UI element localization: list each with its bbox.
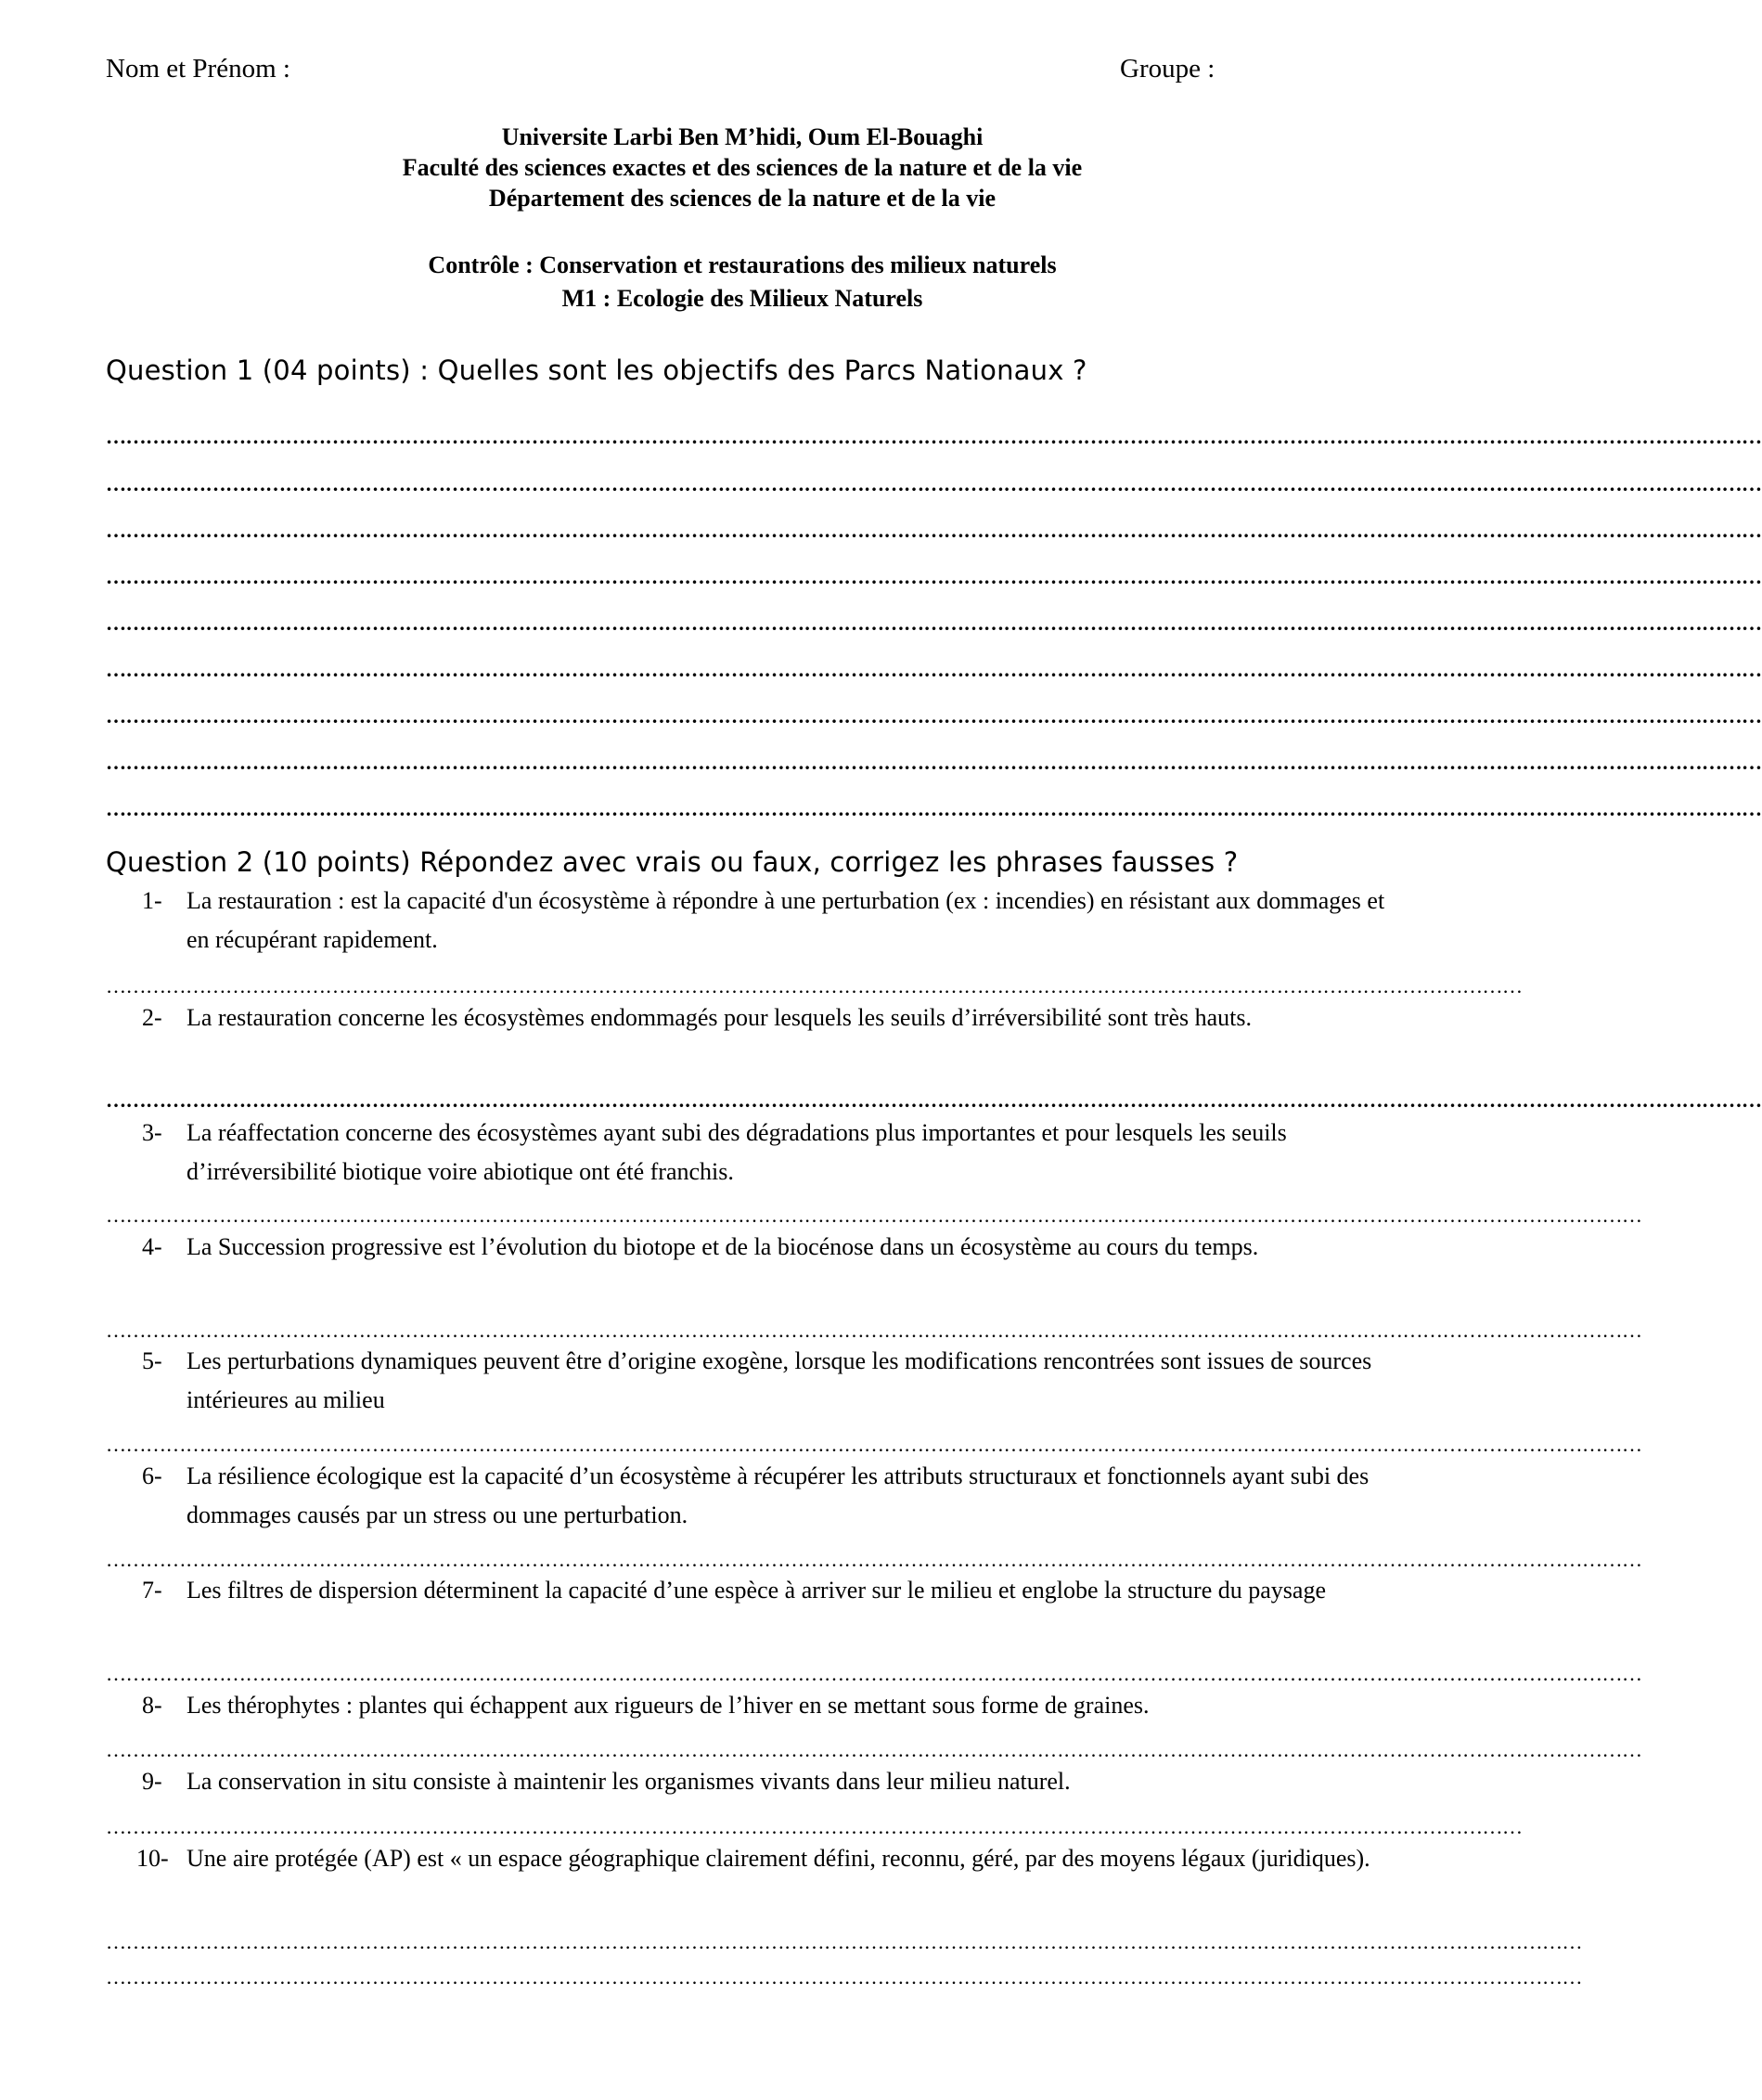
answer-line: …………………………………………………………………………………………………………………………………………………………………………………………………………… bbox=[106, 1548, 1642, 1571]
statement-item bbox=[142, 1342, 1404, 1420]
statement-item bbox=[142, 998, 1404, 1037]
answer-line: …………………………………………………………………………………………………………………………………………………………………………………………………………………………… bbox=[106, 751, 1762, 774]
question-2-title: Question 2 (10 points) Répondez avec vrais ou faux, corrigez les phrases fausses ? bbox=[106, 846, 1239, 878]
statement-number: 2- bbox=[142, 1004, 162, 1031]
answer-line: …………………………………………………………………………………………………………………………………………………………………………………………… bbox=[106, 1815, 1523, 1838]
name-field-label: Nom et Prénom : bbox=[106, 54, 290, 84]
answer-line: …………………………………………………………………………………………………………………………………………………………………………………………………………… bbox=[106, 1319, 1642, 1342]
answer-line: …………………………………………………………………………………………………………………………………………………………………………………………………………………………… bbox=[106, 472, 1762, 496]
exam-title: Contrôle : Conservation et restaurations des milieux naturels bbox=[428, 251, 1057, 278]
answer-line: …………………………………………………………………………………………………………………………………………………………………………………………………………… bbox=[106, 1433, 1642, 1456]
statement-text: Les thérophytes : plantes qui échappent aux rigueurs de l’hiver en se mettant sous forme de graines. bbox=[186, 1692, 1150, 1719]
faculty-name: Faculté des sciences exactes et des sciences de la nature et de la vie bbox=[402, 154, 1083, 181]
answer-line: …………………………………………………………………………………………………………………………………………………………………………………………………………… bbox=[106, 1738, 1642, 1761]
statement-item bbox=[142, 1571, 1404, 1610]
group-field-label: Groupe : bbox=[1120, 54, 1215, 84]
question-1-title: Question 1 (04 points) : Quelles sont les objectifs des Parcs Nationaux ? bbox=[106, 354, 1087, 386]
answer-line: …………………………………………………………………………………………………………………………………………………………………………………………………………… bbox=[106, 1662, 1642, 1685]
statement-item bbox=[142, 1762, 1404, 1801]
statement-number: 7- bbox=[142, 1577, 162, 1604]
answer-line: …………………………………………………………………………………………………………………………………………………………………………………………………… bbox=[106, 1930, 1582, 1953]
answer-line: …………………………………………………………………………………………………………………………………………………………………………………………………………………………… bbox=[106, 797, 1762, 820]
statement-item bbox=[142, 1228, 1404, 1267]
statement-text: La Succession progressive est l’évolution du biotope et de la biocénose dans un écosystème au cours du temps. bbox=[186, 1233, 1259, 1260]
statement-text: La conservation in situ consiste à maintenir les organismes vivants dans leur milieu naturel. bbox=[186, 1768, 1071, 1795]
statement-item bbox=[142, 1457, 1404, 1535]
answer-line: …………………………………………………………………………………………………………………………………………………………………………………………… bbox=[106, 974, 1523, 998]
statement-text: Une aire protégée (AP) est « un espace géographique clairement défini, reconnu, géré, par des moyens légaux (juridiques). bbox=[186, 1845, 1370, 1872]
statement-text: Les filtres de dispersion déterminent la capacité d’une espèce à arriver sur le milieu et englobe la structure du paysage bbox=[186, 1577, 1326, 1604]
statement-text: La restauration concerne les écosystèmes endommagés pour lesquels les seuils d’irréversibilité sont très hauts. bbox=[186, 1004, 1252, 1031]
answer-line: …………………………………………………………………………………………………………………………………………………………………………………………………………………………… bbox=[106, 519, 1762, 542]
statement-item bbox=[136, 1839, 1404, 1878]
statement-text: Les perturbations dynamiques peuvent être d’origine exogène, lorsque les modifications rencontrées sont issues de sources intérieures au milieu bbox=[186, 1347, 1372, 1413]
statement-number: 5- bbox=[142, 1347, 162, 1374]
statement-number: 1- bbox=[142, 887, 162, 914]
answer-line: …………………………………………………………………………………………………………………………………………………………………………………………………………………………… bbox=[106, 658, 1762, 681]
statement-number: 10- bbox=[136, 1845, 169, 1872]
statement-text: La restauration : est la capacité d'un écosystème à répondre à une perturbation (ex : incendies) en résistant aux dommages et en récupérant rapidement. bbox=[186, 887, 1385, 953]
answer-line: …………………………………………………………………………………………………………………………………………………………………………………………………………… bbox=[106, 1204, 1642, 1227]
answer-line: …………………………………………………………………………………………………………………………………………………………………………………………………………………………… bbox=[106, 425, 1762, 448]
statement-text: La réaffectation concerne des écosystèmes ayant subi des dégradations plus importantes et pour lesquels les seuils d’irréversibilité biotique voire abiotique ont été franchis. bbox=[186, 1119, 1287, 1185]
answer-line: …………………………………………………………………………………………………………………………………………………………………………………………………………………………… bbox=[106, 1089, 1762, 1112]
statement-item bbox=[142, 1114, 1404, 1192]
statement-number: 9- bbox=[142, 1768, 162, 1795]
statement-item bbox=[142, 882, 1404, 960]
university-name: Universite Larbi Ben M’hidi, Oum El-Bouaghi bbox=[501, 123, 984, 150]
answer-line: …………………………………………………………………………………………………………………………………………………………………………………………………………………………… bbox=[106, 565, 1762, 588]
statement-number: 3- bbox=[142, 1119, 162, 1146]
answer-line: …………………………………………………………………………………………………………………………………………………………………………………………………… bbox=[106, 1965, 1582, 1989]
statement-item bbox=[142, 1686, 1404, 1725]
department-name: Département des sciences de la nature et de la vie bbox=[488, 185, 997, 212]
answer-line: …………………………………………………………………………………………………………………………………………………………………………………………………………………………… bbox=[106, 612, 1762, 635]
answer-line: …………………………………………………………………………………………………………………………………………………………………………………………………………………………… bbox=[106, 704, 1762, 728]
statement-number: 6- bbox=[142, 1462, 162, 1489]
exam-level: M1 : Ecologie des Milieux Naturels bbox=[561, 285, 923, 312]
statement-text: La résilience écologique est la capacité d’un écosystème à récupérer les attributs structuraux et fonctionnels ayant subi des dommages causés par un stress ou une perturbation. bbox=[186, 1462, 1370, 1528]
statement-number: 8- bbox=[142, 1692, 162, 1719]
statement-number: 4- bbox=[142, 1233, 162, 1260]
